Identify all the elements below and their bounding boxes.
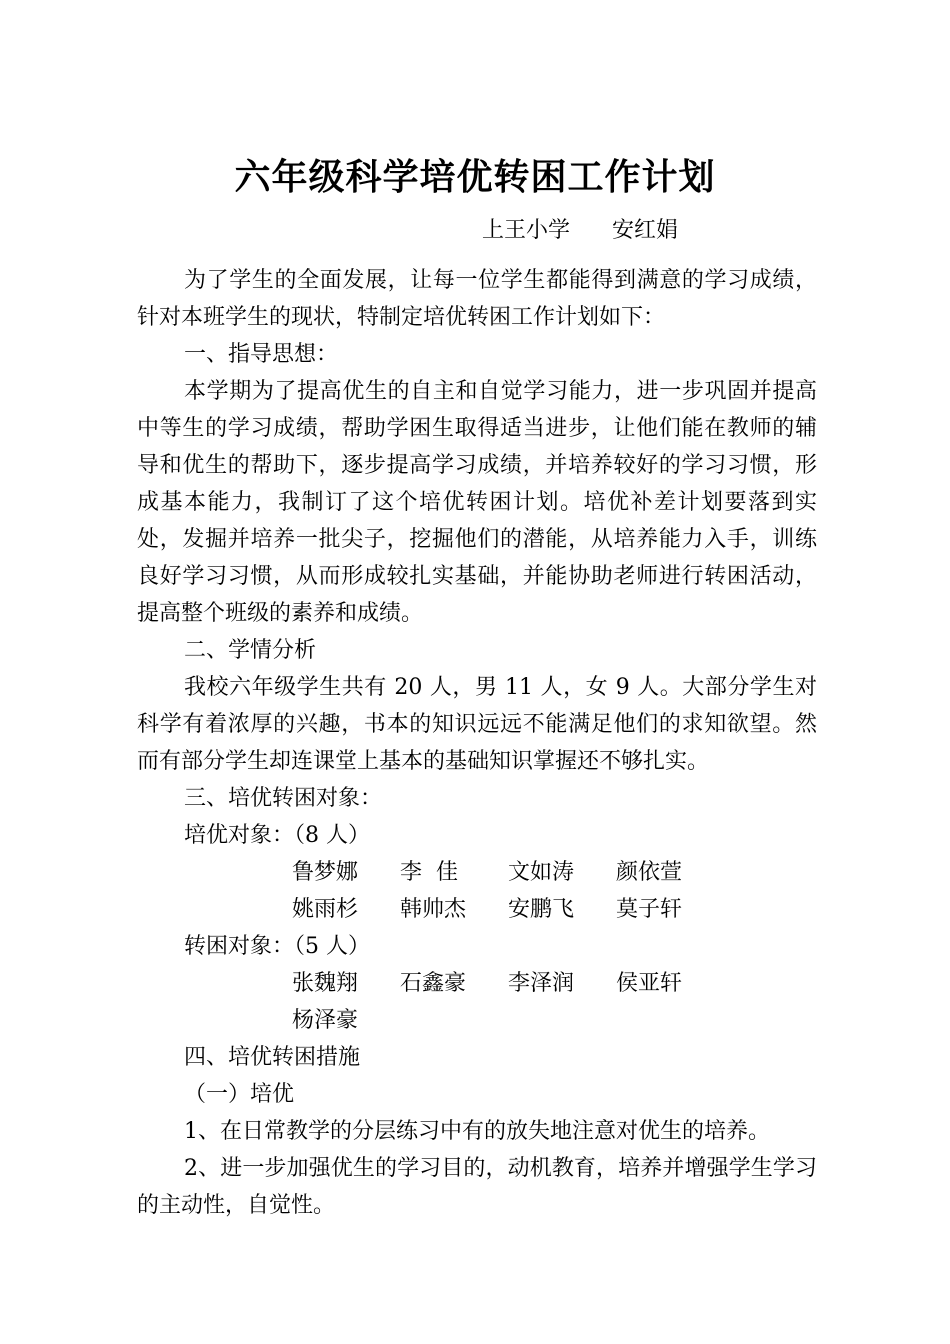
section2-paragraph: 我校六年级学生共有 20 人，男 11 人，女 9 人。大部分学生对科学有着浓厚的兴趣，书本的知识远远不能满足他们的求知欲望。然而有部分学生却连课堂上基本的基础知识掌握还不够扎实。 [137,675,817,774]
student-name: 侯亚轩 [616,971,683,996]
document-body [137,262,817,1224]
student-name: 石鑫豪 [400,971,467,996]
measure-item-2: 2、进一步加强优生的学习目的，动机教育，培养并增强学生学习的主动性，自觉性。 [137,1156,817,1218]
student-name: 李泽润 [508,971,575,996]
student-name: 安鹏飞 [508,897,575,922]
section1-paragraph: 本学期为了提高优生的自主和自觉学习能力，进一步巩固并提高中等生的学习成绩，帮助学困生取得适当进步，让他们能在教师的辅导和优生的帮助下，逐步提高学习成绩，并培养较好的学习习惯，形成基本能力，我制订了这个培优转困计划。培优补差计划要落到实处，发掘并培养一批尖子，挖掘他们的潜能，从培养能力入手，训练良好学习习惯，从而形成较扎实基础，并能协助老师进行转困活动，提高整个班级的素养和成绩。 [137,379,817,626]
excellent-students-list [137,854,817,928]
measure-item-1: 1、在日常教学的分层练习中有的放失地注意对优生的培养。 [184,1119,770,1144]
struggling-students-list [137,965,817,1039]
document-title: 六年级科学培优转困工作计划 [234,157,716,198]
student-name: 张魏翔 [292,971,359,996]
excellent-students-label: 培优对象：（8 人） [184,823,370,848]
author-line: 上王小学 安红娟 [482,218,678,243]
student-name: 颜依萱 [616,860,683,885]
section4-subheading: （一）培优 [184,1082,295,1107]
student-name: 文如涛 [508,860,575,885]
section3-heading: 三、培优转困对象： [184,786,383,811]
student-name: 鲁梦娜 [292,860,359,885]
student-name: 韩帅杰 [400,897,467,922]
intro-paragraph: 为了学生的全面发展，让每一位学生都能得到满意的学习成绩，针对本班学生的现状，特制定培优转困工作计划如下： [137,268,817,330]
student-name: 李 佳 [400,860,458,885]
student-name: 杨泽豪 [292,1008,359,1033]
section1-heading: 一、指导思想： [184,342,339,367]
section2-heading: 二、学情分析 [184,638,317,663]
student-name: 莫子轩 [616,897,683,922]
struggling-students-label: 转困对象：（5 人） [184,934,370,959]
student-name: 姚雨杉 [292,897,359,922]
section4-heading: 四、培优转困措施 [184,1045,361,1070]
